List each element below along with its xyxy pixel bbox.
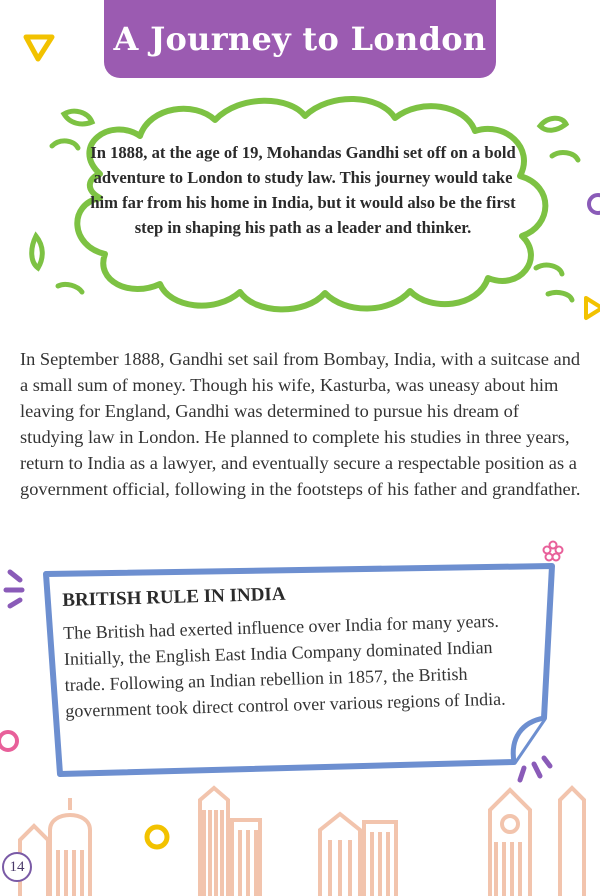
sparkle-icon bbox=[2, 566, 36, 614]
ring-icon bbox=[0, 726, 22, 756]
sidebar-heading: BRITISH RULE IN INDIA bbox=[62, 583, 286, 611]
skyline-illustration bbox=[0, 770, 600, 896]
sidebar-box bbox=[62, 577, 536, 724]
triangle-icon bbox=[22, 32, 56, 64]
flower-icon bbox=[542, 540, 564, 562]
intro-text: In 1888, at the age of 19, Mohandas Gandhi set off on a bold adventure to London to study law. This journey would take him far from his home in India, but it would also be the first step in shaping his path as a leader and thinker. bbox=[90, 143, 516, 237]
page-title: A Journey to London bbox=[113, 20, 487, 58]
page-number: 14 bbox=[2, 852, 32, 882]
sidebar-body: The British had exerted influence over India for many years. Initially, the English East India Company dominated Indian trade. Following an Indian rebellion in 1857, the British government took direct control over various regions of India. bbox=[62, 610, 506, 721]
body-paragraph: In September 1888, Gandhi set sail from Bombay, India, with a suitcase and a small sum of money. Though his wife, Kasturba, was uneasy about him leaving for England, Gandhi was determined to pursue his dream of studying law in London. He planned to complete his studies in three years, return to India as a lawyer, and eventually secure a respectable position as a government official, following in the footsteps of his father and grandfather. bbox=[20, 349, 581, 499]
title-banner bbox=[104, 0, 496, 78]
